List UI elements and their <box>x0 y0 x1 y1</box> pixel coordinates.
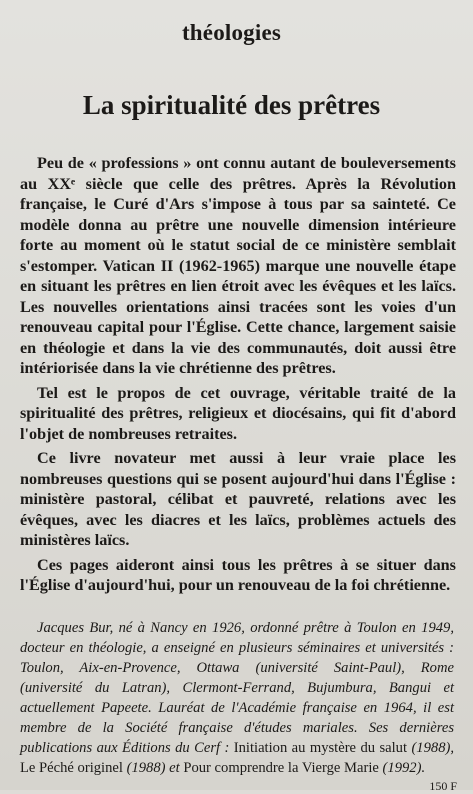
book-reference: Initiation au mystère du salut <box>233 740 408 756</box>
blurb-paragraph: Tel est le propos de cet ouvrage, véritable traité de la spiritualité des prêtres, religieux et diocésains, qui fit d'abord l'objet de nombreuses retraites. <box>20 383 456 443</box>
price-label: 150 F <box>429 779 457 793</box>
series-heading: théologies <box>181 20 282 45</box>
book-reference: Le Péché originel <box>20 760 123 776</box>
book-year: (1988), <box>411 740 454 756</box>
blurb-paragraph: Ce livre novateur met aussi à leur vraie place les nombreuses questions qui se posent aujourd'hui dans l'Église : ministère pastoral, célibat et pauvreté, relations avec les évêques, avec les diacres et les laïcs, problèmes actuels des ministères laïcs. <box>20 449 456 549</box>
blurb-paragraph: Ces pages aideront ainsi tous les prêtres à se situer dans l'Église d'aujourd'hui, pour un renouveau de la foi chrétienne. <box>20 555 456 594</box>
book-year: (1988) et <box>126 760 180 776</box>
blurb-paragraph: Peu de « professions » ont connu autant de bouleversements au XXᵉ siècle que celle des prêtres. Après la Révolution française, le Curé d'Ars s'impose à tous par sa sainteté. Ce modèle donna au prêtre une nouvelle dimension intérieure forte au moment où le statut social de ce ministère semblait s'estomper. Vatican II (1962-1965) marque une nouvelle étape en situant les prêtres en lien étroit avec les évêques et les laïcs. Les nouvelles orientations ainsi tracées sont les voies d'un renouveau capital pour l'Église. Cette chance, largement saisie en théologie et dans la vie des communautés, doit aussi être intériorisée dans la vie chrétienne des prêtres. <box>20 154 456 377</box>
bio-text: Jacques Bur, né à Nancy en 1926, ordonné prêtre à Toulon en 1949, docteur en théologie, a enseigné en plusieurs séminaires et universités : Toulon, Aix-en-Provence, Ottawa (université Saint-Paul), Rome (université du Latran), Clermont-Ferrand, Bujumbura, Bangui et actuellement Papeete. Lauréat de l'Académie française en 1964, il est membre de la Société française d'études mariales. Ses dernières publications aux Éditions du Cerf : <box>20 620 454 756</box>
book-year: (1992). <box>382 760 426 776</box>
blurb <box>20 153 456 600</box>
book-reference: Pour comprendre la Vierge Marie <box>183 760 379 776</box>
book-title: La spiritualité des prêtres <box>82 90 381 120</box>
author-bio <box>20 618 454 778</box>
